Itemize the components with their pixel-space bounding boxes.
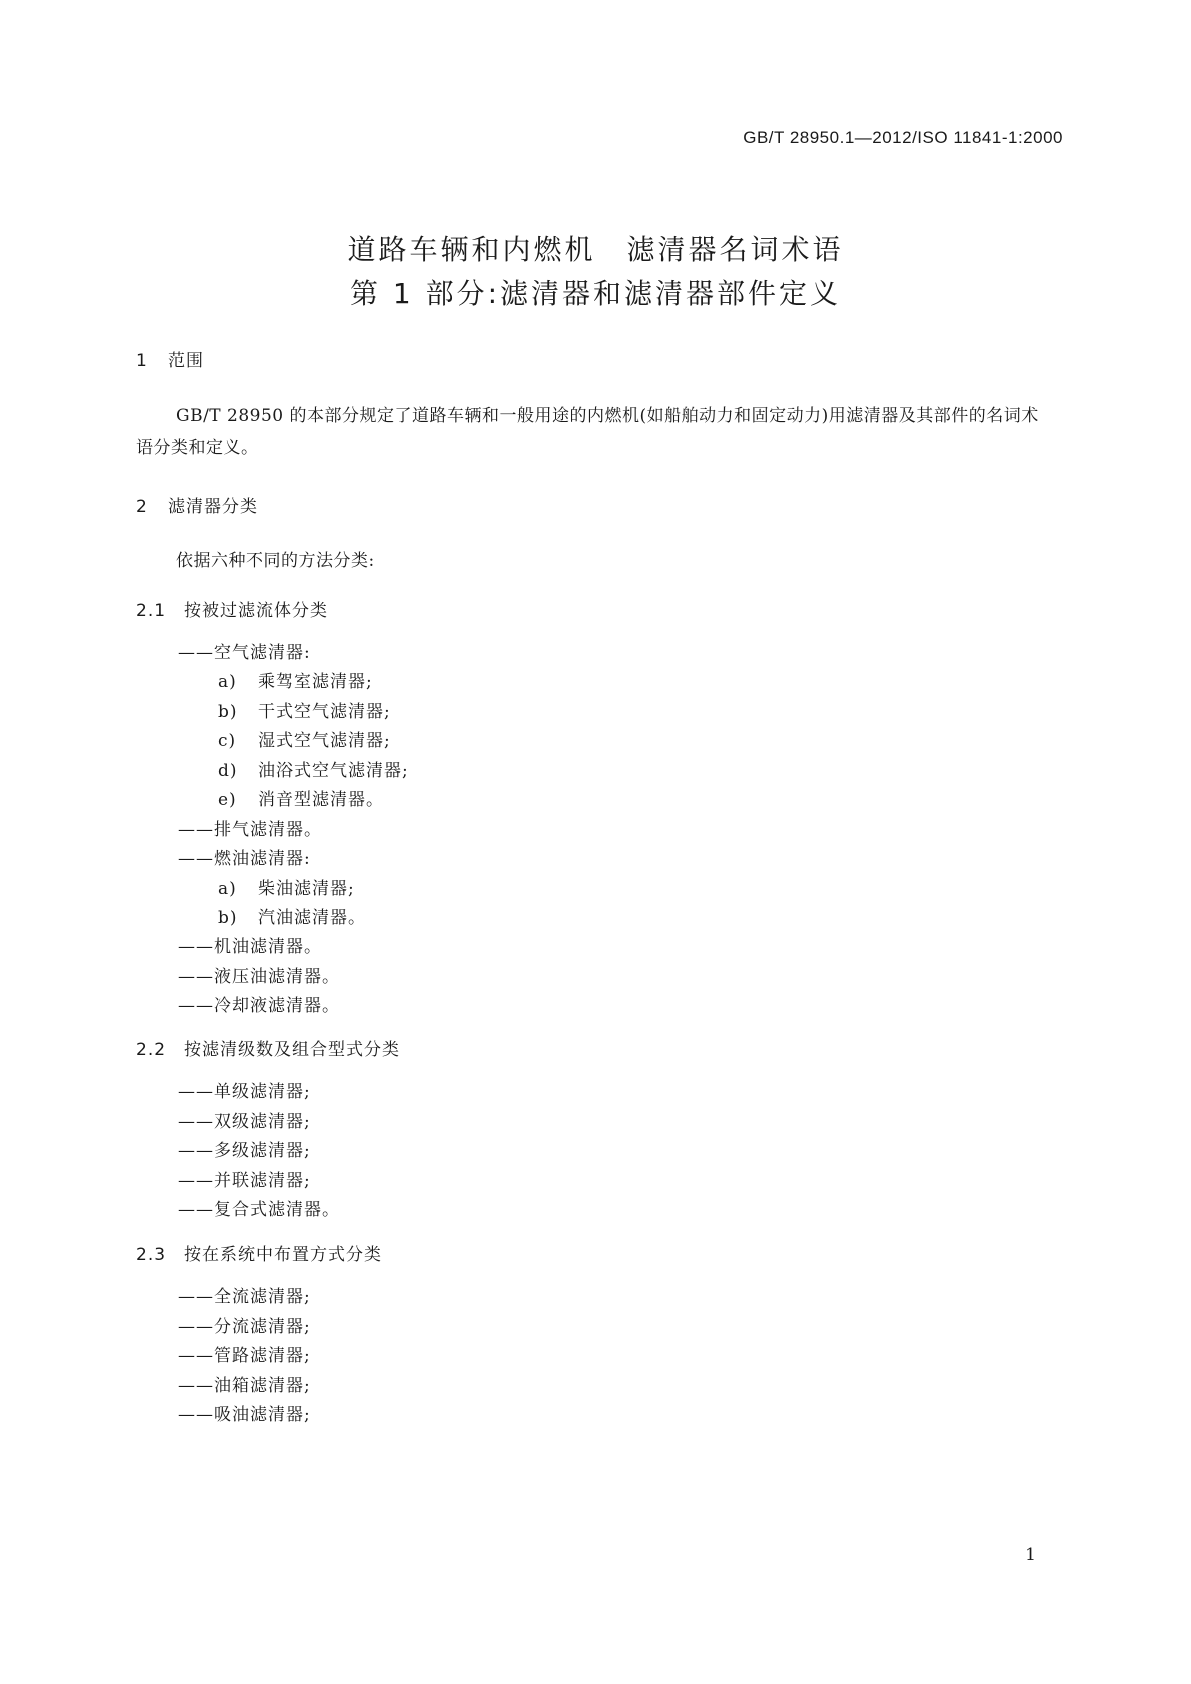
section-number: 2.1: [136, 601, 167, 621]
list-item: ——单级滤清器;: [178, 1082, 311, 1102]
section-2-3-heading: [136, 1240, 382, 1265]
list-item: c) 湿式空气滤清器;: [218, 731, 391, 751]
list-item: ——空气滤清器:: [178, 643, 311, 663]
list-item: a) 乘驾室滤清器;: [218, 672, 373, 692]
list-item: ——全流滤清器;: [178, 1287, 311, 1307]
list-item: ——复合式滤清器。: [178, 1200, 340, 1220]
list-item: ——液压油滤清器。: [178, 967, 340, 987]
document-title-line2: 第 1 部分:滤清器和滤清器部件定义: [349, 277, 842, 310]
list-item: ——双级滤清器;: [178, 1112, 311, 1132]
list-item: ——冷却液滤清器。: [178, 996, 340, 1016]
section-title: 按滤清级数及组合型式分类: [184, 1040, 400, 1060]
list-item: ——多级滤清器;: [178, 1141, 311, 1161]
section-2-intro: 依据六种不同的方法分类:: [176, 551, 375, 571]
section-title: 范围: [168, 351, 204, 371]
section-2-2-heading: [136, 1035, 400, 1060]
section-1-heading: [136, 346, 204, 371]
list-item: a) 柴油滤清器;: [218, 879, 355, 899]
list-item: ——分流滤清器;: [178, 1317, 311, 1337]
section-title: 按被过滤流体分类: [184, 601, 328, 621]
section-1-body: GB/T 28950 的本部分规定了道路车辆和一般用途的内燃机(如船舶动力和固定动力)用滤清器及其部件的名词术语分类和定义。: [136, 406, 1039, 458]
section-number: 2.2: [136, 1040, 167, 1060]
document-title-line1: 道路车辆和内燃机 滤清器名词术语: [347, 233, 844, 266]
section-2-heading: [136, 492, 258, 517]
section-2-1-heading: [136, 596, 328, 621]
list-item: d) 油浴式空气滤清器;: [218, 761, 409, 781]
standard-code: GB/T 28950.1—2012/ISO 11841-1:2000: [743, 128, 1063, 147]
list-item: ——吸油滤清器;: [178, 1405, 311, 1425]
list-item: ——燃油滤清器:: [178, 849, 311, 869]
list-item: b) 干式空气滤清器;: [218, 702, 391, 722]
list-item: e) 消音型滤清器。: [218, 790, 384, 810]
list-item: ——管路滤清器;: [178, 1346, 311, 1366]
section-number: 2: [136, 497, 148, 517]
list-item: ——机油滤清器。: [178, 937, 322, 957]
section-number: 1: [136, 351, 148, 371]
page-number: 1: [1025, 1545, 1036, 1565]
list-item: ——油箱滤清器;: [178, 1376, 311, 1396]
section-number: 2.3: [136, 1245, 167, 1265]
list-item: ——排气滤清器。: [178, 820, 322, 840]
section-title: 按在系统中布置方式分类: [184, 1245, 382, 1265]
list-item: b) 汽油滤清器。: [218, 908, 366, 928]
section-title: 滤清器分类: [168, 497, 258, 517]
list-item: ——并联滤清器;: [178, 1171, 311, 1191]
